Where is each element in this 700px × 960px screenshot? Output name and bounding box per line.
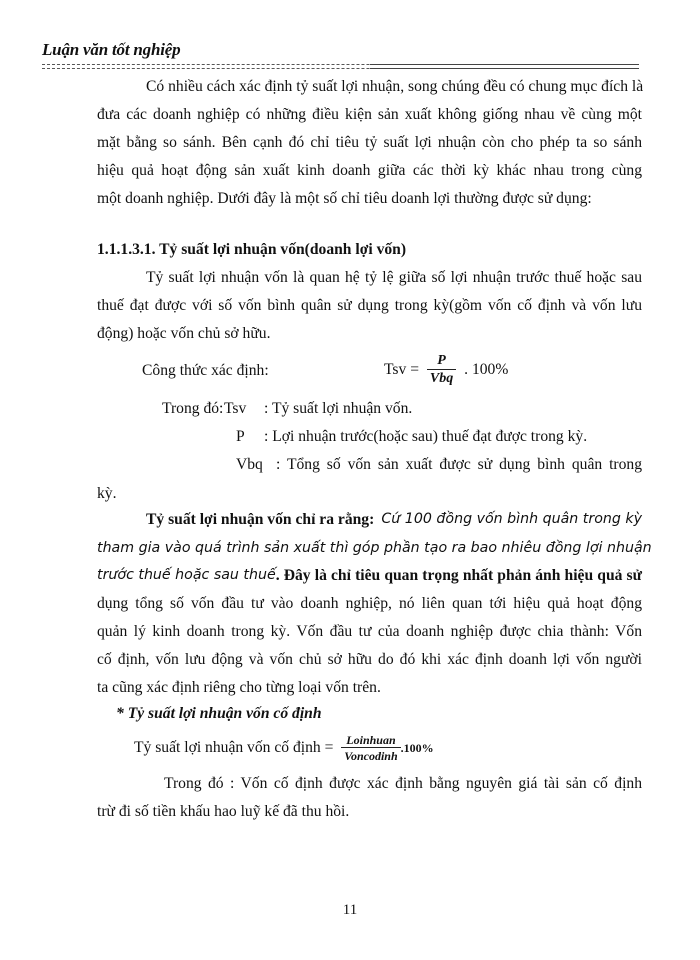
intro-line: một doanh nghiệp. Dưới đây là một số chỉ tiêu doanh lợi thường được sử dụng: [97, 190, 592, 207]
formula-suffix: .100% [400, 741, 434, 755]
formula-fraction [427, 354, 456, 386]
section-heading: 1.1.1.3.1. Tỷ suất lợi nhuận vốn(doanh lợi vốn) [97, 241, 407, 258]
subsection-heading: * Tỷ suất lợi nhuận vốn cố định [116, 705, 322, 722]
formula-numerator: Loinhuan [341, 734, 400, 748]
definition-line: động) hoặc vốn chủ sở hữu. [97, 325, 271, 342]
formula-denominator: Vbq [429, 371, 454, 387]
legend-intro: Trong đó: [162, 400, 224, 417]
formula-label: Công thức xác định: [142, 362, 269, 379]
legend-symbol: Tsv [224, 400, 247, 417]
intro-line: mặt bằng so sánh. Bên cạnh đó chỉ tiêu tỷ suất lợi nhuận còn cho phép ta so sánh [97, 134, 642, 151]
formula-lhs: Tỷ suất lợi nhuận vốn cố định = [134, 739, 334, 756]
legend-symbol: P [236, 428, 245, 445]
definition-line: thuế đạt được với số vốn bình quân sử dụng trong kỳ(gồm vốn cố định và vốn lưu [97, 297, 642, 314]
formula-fraction [341, 734, 400, 762]
explanation-line: cố định, vốn lưu động và vốn chủ sở hữu do đó khi xác định doanh lợi vốn người [97, 651, 642, 668]
explanation-line: ta cũng xác định riêng cho từng loại vốn trên. [97, 679, 381, 696]
explanation-line: quản lý kinh doanh trong kỳ. Vốn đầu tư của doanh nghiệp được chia thành: Vốn [97, 623, 642, 640]
legend-desc: : Tỷ suất lợi nhuận vốn. [264, 400, 413, 417]
formula-suffix: . 100% [464, 361, 509, 378]
explanation-italic: Cứ 100 đồng vốn bình quân trong kỳ [381, 511, 642, 527]
legend-desc: : Lợi nhuận trước(hoặc sau) thuế đạt được trong kỳ. [264, 428, 588, 445]
intro-line: hiệu quả hoạt động sản xuất kinh doanh giữa các thời kỳ khác nhau trong cùng [97, 162, 642, 179]
explanation-line [146, 511, 642, 529]
formula-denominator: Voncodinh [344, 749, 398, 764]
legend-continuation: kỳ. [97, 485, 117, 502]
definition-line: Tỷ suất lợi nhuận vốn là quan hệ tỷ lệ giữa số lợi nhuận trước thuế hoặc sau [146, 269, 642, 286]
formula-fixed-capital [134, 728, 434, 768]
explanation-line [97, 567, 642, 585]
legend-symbol: Vbq [236, 456, 263, 473]
explanation-italic-line: tham gia vào quá trình sản xuất thì góp phần tạo ra bao nhiêu đồng lợi nhuận [97, 540, 652, 556]
running-header-title: Luận văn tốt nghiệp [42, 40, 181, 59]
explanation-bold: . Đây là chỉ tiêu quan trọng nhất phản ánh hiệu quả sử [275, 567, 642, 584]
formula-tsv [384, 350, 508, 390]
page-number: 11 [342, 902, 358, 918]
explanation-line: dụng tổng số vốn đầu tư vào doanh nghiệp, nó liên quan tới hiệu quả hoạt động [97, 595, 642, 612]
note-line: Trong đó : Vốn cố định được xác định bằng nguyên giá tài sản cố định [164, 775, 642, 792]
explanation-bold-lead: Tỷ suất lợi nhuận vốn chỉ ra rằng: [146, 511, 375, 528]
intro-line: Có nhiều cách xác định tỷ suất lợi nhuận, song chúng đều có chung mục đích là [146, 78, 644, 95]
note-line: trừ đi số tiền khấu hao luỹ kế đã thu hồi. [97, 803, 350, 820]
intro-line: đưa các doanh nghiệp có những điều kiện sản xuất không giống nhau về cùng một [97, 106, 642, 123]
header-double-rule [42, 64, 639, 70]
legend-desc: : Tổng số vốn sản xuất được sử dụng bình quân trong [276, 456, 642, 473]
explanation-italic: trước thuế hoặc sau thuế [97, 567, 276, 583]
formula-lhs: Tsv = [384, 361, 419, 378]
formula-numerator: P [427, 354, 456, 370]
